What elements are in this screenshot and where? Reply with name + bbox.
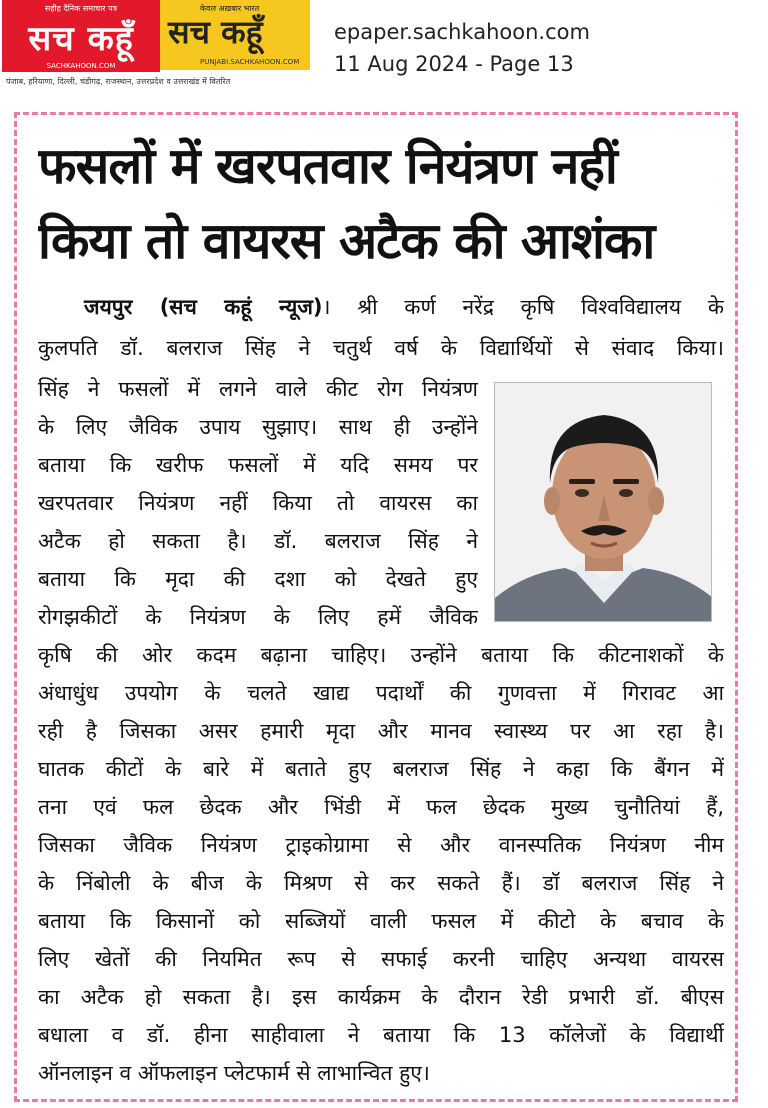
body-line: लिए खेतों की नियमित रूप से सफाई करनी चाहिए अन्यथा वायरस [38,947,724,971]
body-line: कुलपति डॉ. बलराज सिंह ने चतुर्थ वर्ष के विद्यार्थियों से संवाद किया। [38,336,724,360]
body-line: अंधाधुंध उपयोग के चलते खाद्य पदार्थों की गुणवत्ता में गिरावट आ [38,681,724,705]
headline-line-1: फसलों में खरपतवार नियंत्रण नहीं [38,137,617,195]
body-line: खरपतवार नियंत्रण नहीं किया तो वायरस का [38,491,478,515]
logo-right-site: PUNJABI.SACHKAHOON.COM [200,58,300,66]
body-line: बताया कि मृदा की दशा को देखते हुए [38,567,478,591]
body-line: रोगझकीटों के नियंत्रण के लिए हमें जैविक [38,605,478,629]
body-line: का अटैक हो सकता है। इस कार्यक्रम के दौरान रेडी प्रभारी डॉ. बीएस [38,985,724,1009]
body-line: के निंबोली के बीज के मिश्रण से कर सकते हैं। डॉ बलराज सिंह ने [38,871,724,895]
dateline: जयपुर (सच कहूं न्यूज) [84,295,323,319]
distribution-states: पंजाब, हरियाणा, दिल्ली, चंडीगढ़, राजस्थान, उत्तरप्रदेश व उत्तराखंड में वितरित [2,72,312,92]
body-line: घातक कीटों के बारे में बताते हुए बलराज सिंह ने कहा कि बैंगन में [38,757,724,781]
portrait-photo [494,382,712,622]
body-line: बताया कि खरीफ फसलों में यदि समय पर [38,453,478,477]
logo-left-tagline: सहीह दैनिक समाचार पत्र [44,4,118,13]
headline-line-2: किया तो वायरस अटैक की आशंका [38,212,655,270]
body-line [38,290,724,324]
body-line: ऑनलाइन व ऑफलाइन प्लेटफार्म से लाभान्वित हुए। [38,1061,430,1085]
logo-left-name: सच कहूँ [28,19,134,59]
body-line: कृषि की ओर कदम बढ़ाना चाहिए। उन्होंने बताया कि कीटनाशकों के [38,643,724,667]
edition-date-page: 11 Aug 2024 - Page 13 [334,52,574,76]
portrait-icon [495,383,712,622]
body-line: बधाला व डॉ. हीना साहीवाला ने बताया कि 13 कॉलेजों के विद्यार्थी [38,1023,724,1047]
body-line: रही है जिसका असर हमारी मृदा और मानव स्वास्थ्य पर आ रहा है। [38,719,724,743]
body-line: सिंह ने फसलों में लगने वाले कीट रोग नियंत्रण [38,377,478,401]
sach-kahoon-punjabi-logo[interactable] [160,0,310,70]
epaper-url[interactable]: epaper.sachkahoon.com [334,20,590,44]
body-line: तना एवं फल छेदक और भिंडी में फल छेदक मुख्य चुनौतियां हैं, [38,795,724,819]
body-line: बताया कि किसानों को सब्जियों वाली फसल में कीटो के बचाव के [38,909,724,933]
body-line: के लिए जैविक उपाय सुझाए। साथ ही उन्होंने [38,415,478,439]
logo-right-tagline: केवल अख़बार भारत [200,4,260,13]
body-line: जिसका जैविक नियंत्रण ट्राइकोग्रामा से और वानस्पतिक नियंत्रण नीम [38,833,724,857]
logo-right-name: सच कहूँ [168,13,263,51]
logo-left-site: SACHKAHOON.COM [46,62,116,70]
body-line: अटैक हो सकता है। डॉ. बलराज सिंह ने [38,529,478,553]
body-line-text: । श्री कर्ण नरेंद्र कृषि विश्वविद्यालय के [322,295,724,319]
epaper-header [0,0,768,96]
